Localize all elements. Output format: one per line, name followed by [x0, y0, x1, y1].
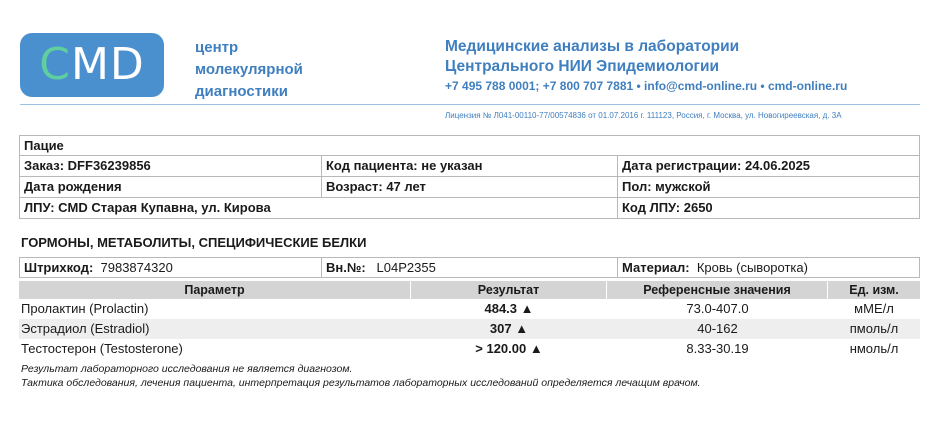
row-unit: нмоль/л — [849, 341, 899, 356]
section-title: ГОРМОНЫ, МЕТАБОЛИТЫ, СПЕЦИФИЧЕСКИЕ БЕЛКИ — [21, 235, 367, 250]
footnote-doctor: Тактика обследования, лечения пациента, интерпретация результатов лабораторных исследований определяется лечащим врачом. — [21, 377, 701, 389]
results-header — [19, 281, 920, 299]
row-unit: мМЕ/л — [854, 301, 894, 316]
patient-sex: Пол: мужской — [618, 177, 920, 198]
birth-row — [19, 177, 920, 198]
header-result: Результат — [411, 281, 607, 299]
table-row — [19, 339, 920, 359]
center-name-line-3: диагностики — [195, 83, 288, 100]
barcode-cell — [19, 257, 322, 278]
header-divider — [20, 104, 920, 105]
registration-date: Дата регистрации: 24.06.2025 — [618, 156, 920, 177]
lpu-code: Код ЛПУ: 2650 — [618, 198, 920, 219]
row-reference: 73.0-407.0 — [686, 301, 749, 316]
center-name-line-1: центр — [195, 39, 239, 56]
lab-title-line-1: Медицинские анализы в лаборатории — [445, 38, 740, 55]
row-param: Тестостерон (Testosterone) — [21, 341, 183, 356]
order-row — [19, 156, 920, 177]
header-reference: Референсные значения — [607, 281, 828, 299]
table-row — [19, 319, 920, 339]
patient-age: Возраст: 47 лет — [322, 177, 618, 198]
center-name — [195, 37, 303, 103]
order-number: Заказ: DFF36239856 — [19, 156, 322, 177]
internal-number-value: L04P2355 — [376, 260, 436, 275]
patient-row — [19, 135, 920, 156]
material-value: Кровь (сыворотка) — [696, 260, 808, 275]
row-reference: 40-162 — [697, 321, 738, 336]
row-reference: 8.33-30.19 — [686, 341, 749, 356]
material-label: Материал: — [622, 260, 690, 275]
barcode-value: 7983874320 — [100, 260, 173, 275]
header-param: Параметр — [19, 281, 411, 299]
logo-letter-c: C — [39, 39, 71, 90]
table-row — [19, 299, 920, 319]
lab-title — [445, 37, 739, 77]
lpu-name: ЛПУ: CMD Старая Купавна, ул. Кирова — [19, 198, 618, 219]
internal-number-label: Вн.№: — [326, 260, 366, 275]
row-result: > 120.00 ▲ — [475, 341, 543, 356]
sample-info-row — [19, 257, 920, 278]
row-result: 484.3 ▲ — [484, 301, 534, 316]
birth-date: Дата рождения — [19, 177, 322, 198]
header-unit: Ед. изм. — [849, 283, 899, 297]
material-cell — [618, 257, 920, 278]
patient-code: Код пациента: не указан — [322, 156, 618, 177]
patient-name-cell: Пацие — [19, 135, 920, 156]
patient-info-grid — [19, 135, 920, 219]
footnote-diagnosis: Результат лабораторного исследования не является диагнозом. — [21, 363, 353, 375]
internal-number-cell — [322, 257, 618, 278]
cmd-logo — [20, 33, 164, 97]
license-line: Лицензия № Л041-00110-77/00574836 от 01.07.2016 г. 111123, Россия, г. Москва, ул. Новогиреевская, д. 3А — [445, 111, 842, 120]
center-name-line-2: молекулярной — [195, 61, 303, 78]
row-param: Пролактин (Prolactin) — [21, 301, 149, 316]
logo-text — [39, 39, 145, 90]
lab-title-line-2: Центрального НИИ Эпидемиологии — [445, 58, 720, 75]
logo-letters-md: MD — [70, 39, 145, 90]
barcode-label: Штрихкод: — [24, 260, 94, 275]
contacts-line: +7 495 788 0001; +7 800 707 7881 • info@cmd-online.ru • cmd-online.ru — [445, 79, 848, 93]
lpu-row — [19, 198, 920, 219]
row-result: 307 ▲ — [489, 321, 529, 336]
row-param: Эстрадиол (Estradiol) — [21, 321, 150, 336]
row-unit: пмоль/л — [849, 321, 899, 336]
